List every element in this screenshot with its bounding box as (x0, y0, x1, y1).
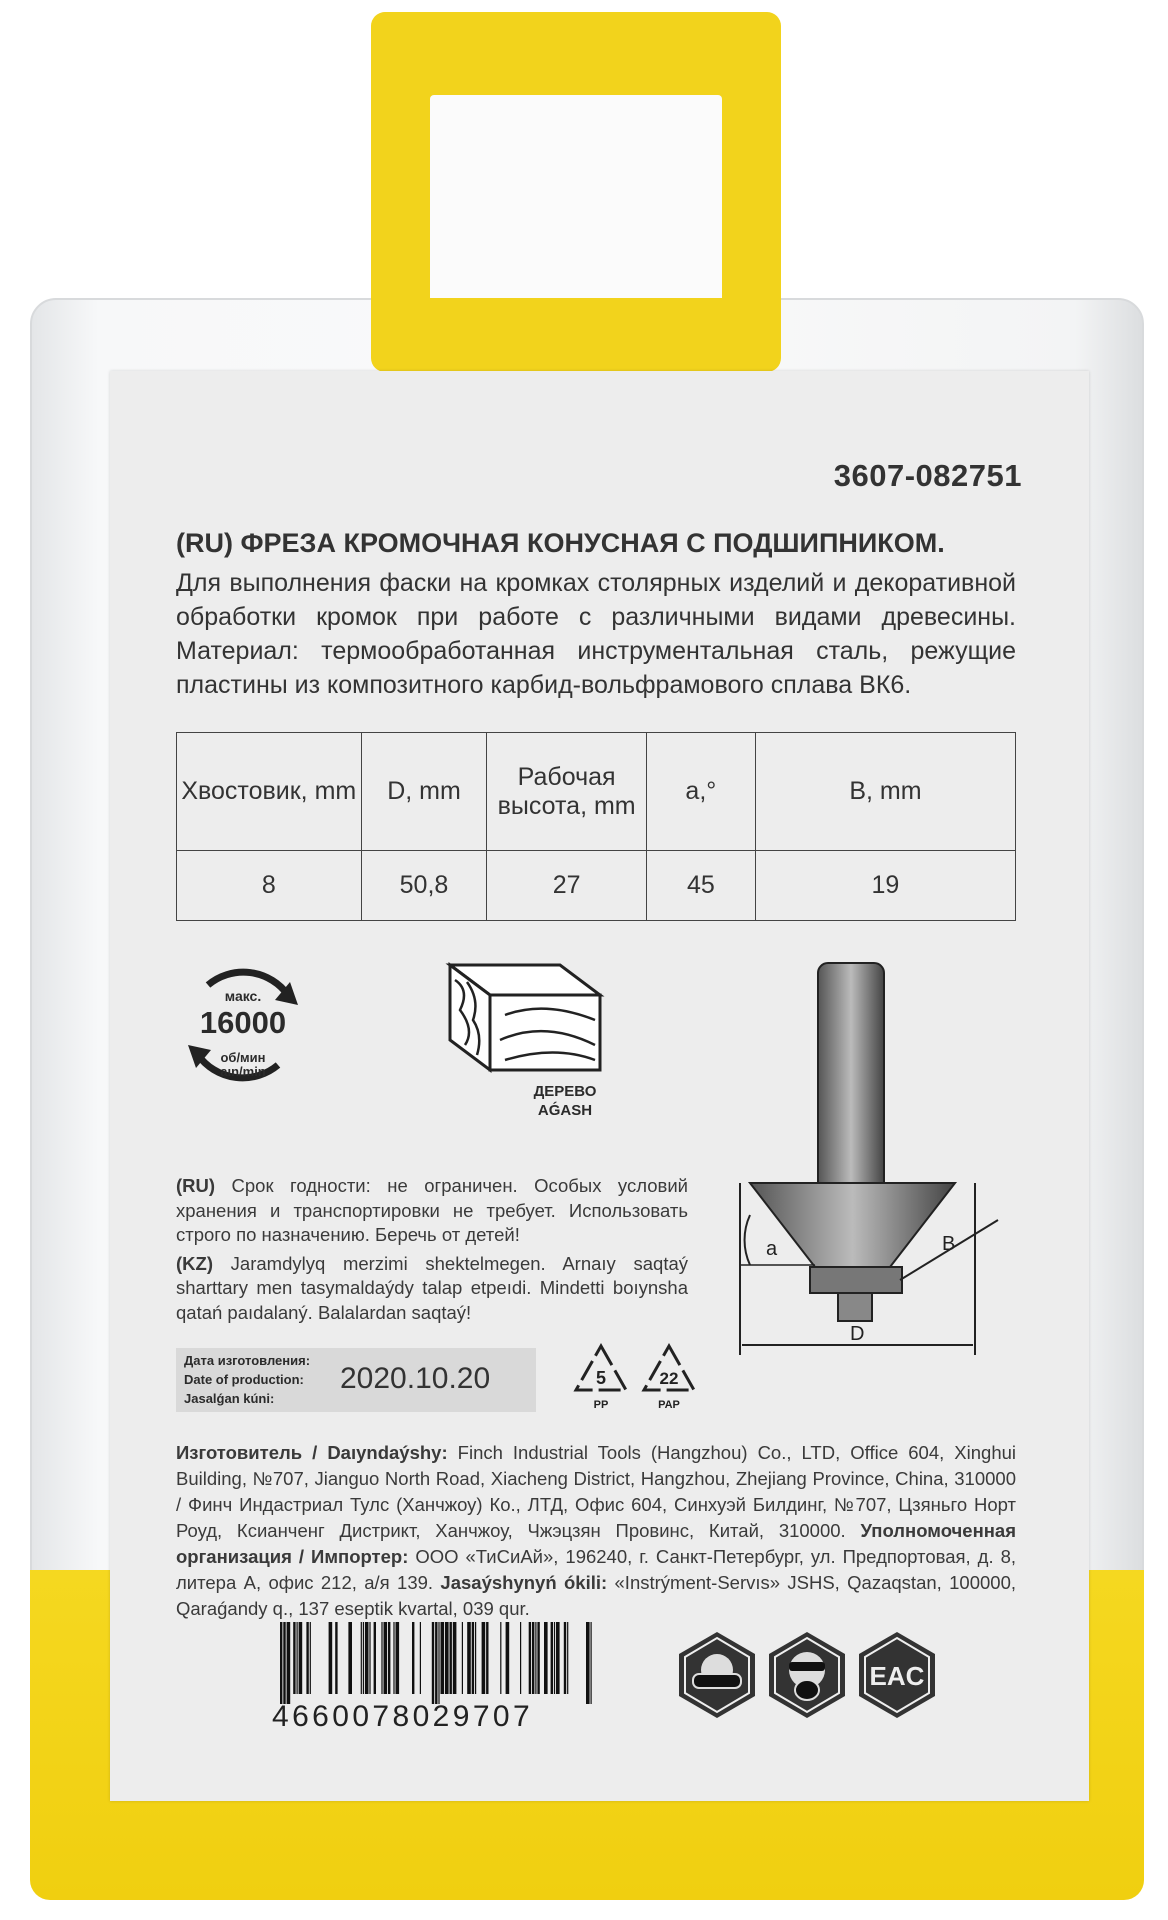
value-shank: 8 (177, 851, 362, 921)
eac-mark-icon (855, 1630, 939, 1720)
recycle-pp-number: 5 (595, 1368, 607, 1388)
barcode-number: 4660078029707 (272, 1700, 534, 1733)
rpm-value: 16000 (199, 1005, 287, 1040)
barcode-bar (287, 1622, 291, 1704)
product-title: (RU) ФРЕЗА КРОМОЧНАЯ КОНУСНАЯ С ПОДШИПНИКОМ. (176, 528, 945, 558)
barcode-bar (529, 1622, 531, 1694)
recycle-pap-number: 22 (659, 1369, 679, 1388)
header-angle: a,° (646, 733, 755, 851)
respirator-icon (765, 1630, 849, 1720)
diagram-a-label: a (766, 1238, 778, 1260)
barcode-bar (567, 1622, 568, 1694)
barcode-bar (537, 1622, 539, 1694)
value-angle: 45 (646, 851, 755, 921)
value-height: 27 (487, 851, 646, 921)
barcode-bar (591, 1622, 592, 1704)
barcode-bar (363, 1622, 364, 1694)
barcode-bar (432, 1622, 434, 1704)
barcode-bar (381, 1622, 382, 1694)
rpm-unit-kz: aın/min (220, 1064, 266, 1079)
barcode-bar (500, 1622, 501, 1694)
barcode-bar (310, 1622, 311, 1694)
barcode-bar (472, 1622, 474, 1694)
barcode-bar (299, 1622, 303, 1694)
barcode-bar (412, 1622, 414, 1694)
barcode-bar (335, 1622, 337, 1694)
barcode-bar (348, 1622, 352, 1694)
barcode-bar (361, 1622, 362, 1694)
date-label-kz: Jasalǵan kúni: (184, 1391, 275, 1406)
barcode-bar (438, 1622, 439, 1704)
date-label-en: Date of production: (184, 1372, 304, 1387)
barcode-bar (535, 1622, 536, 1694)
date-label-ru: Дата изготовления: (184, 1353, 311, 1368)
barcode-bar (297, 1622, 298, 1694)
recycle-pap-icon (640, 1342, 698, 1412)
header-diameter: D, mm (361, 733, 487, 851)
goggles-icon (675, 1630, 759, 1720)
value-diameter: 50,8 (361, 851, 487, 921)
barcode-bar (445, 1622, 449, 1694)
storage-ru (176, 1174, 688, 1248)
barcode-bar (306, 1622, 308, 1694)
barcode-bar (369, 1622, 370, 1694)
barcode-bar (462, 1622, 463, 1694)
barcode-bar (293, 1622, 295, 1694)
barcode-bar (450, 1622, 452, 1694)
barcode-bar (532, 1622, 534, 1694)
kz-rep-label: Jasaýshynyń ókili: (440, 1572, 608, 1593)
production-date: 2020.10.20 (340, 1362, 491, 1395)
value-b: 19 (755, 851, 1015, 921)
router-bit-diagram (730, 955, 1020, 1365)
wood-icon (445, 960, 605, 1080)
header-height: Рабочая высота, mm (487, 733, 646, 851)
barcode-bar (475, 1622, 476, 1694)
barcode-bar (435, 1622, 437, 1704)
barcode-bar (329, 1622, 333, 1694)
manufacturer-info (176, 1440, 1016, 1622)
storage-kz (176, 1252, 688, 1326)
barcode-bar (393, 1622, 394, 1694)
rpm-unit (205, 1051, 281, 1079)
barcode-bar (486, 1622, 488, 1694)
material-label (520, 1082, 610, 1120)
diagram-d-label: D (850, 1323, 865, 1345)
product-description: Для выполнения фаски на кромках столярных изделий и декоративной обработки кромок при работе с различными видами древесины. Материал: термообработанная инструментальная сталь, режущие пластины из композитного карбид-вольфрамового сплава ВК6. (176, 569, 1016, 699)
importer-text: ООО «ТиСиАй», 196240, г. Санкт-Петербург, ул. Предпортовая, д. 8, литера А, офис 212, а/я 139. (176, 1546, 1017, 1593)
rpm-unit-ru: об/мин (220, 1050, 266, 1065)
barcode-bar (551, 1622, 553, 1694)
storage-ru-text: Срок годности: не ограничен. Особых условий хранения и транспортировки не требует. Использовать строго по назначению. Беречь от детей! (176, 1175, 689, 1245)
barcode-bar (374, 1622, 376, 1694)
barcode-bar (556, 1622, 560, 1694)
header-b: B, mm (755, 733, 1015, 851)
header-shank: Хвостовик, mm (177, 733, 362, 851)
material-ru: ДЕРЕВО (533, 1083, 597, 1100)
kz-rep-text: «Instrýment-Servıs» JSHS, Qazaqstan, 100000, Qaraǵandy q., 137 eseptik kvartal, 039 qur. (176, 1572, 1017, 1619)
material-kz: AǴASH (537, 1102, 593, 1119)
storage-kz-text: Jaramdylyq merzimi shektelmegen. Arnaıy saqtaý sharttary men tasymaldaýdy talap etpeıdi. Mindetti boıynsha qatań paıdalaný. Balalardan saqtaý! (176, 1252, 688, 1323)
barcode-bar (544, 1622, 548, 1694)
barcode (276, 1622, 596, 1704)
recycle-pap-code: PAP (658, 1399, 680, 1411)
barcode-bar (467, 1622, 471, 1694)
recycle-pp-icon (572, 1342, 630, 1412)
barcode-bar (384, 1622, 388, 1694)
handle-stem (430, 298, 722, 378)
barcode-bar (283, 1622, 285, 1704)
barcode-bar (586, 1622, 590, 1704)
spec-table (176, 732, 1016, 921)
storage-ru-tag: (RU) (176, 1175, 216, 1196)
article-number: 3607-082751 (833, 458, 1022, 493)
barcode-bar (482, 1622, 486, 1694)
barcode-bar (441, 1622, 445, 1694)
rpm-max-label: макс. (224, 988, 262, 1004)
maker-text: Finch Industrial Tools (Hangzhou) Co., LTD, Office 604, Xinghui Building, №707, Jianguo North Road, Xiacheng District, Hangzhou, Zhejiang Province, China, 310000 / Финч Индастриал Тулс (Ханчжоу) Ко., ЛТД, Офис 604, Синхуэй Билдинг, №707, Цзяньго Норт Роуд, Ксианченг Дистрикт, Ханчжоу, Чжэцзян Провинс, Китай, 310000. (176, 1442, 1017, 1541)
eac-text: EAC (869, 1661, 925, 1691)
barcode-bar (396, 1622, 400, 1694)
barcode-bar (554, 1622, 555, 1694)
barcode-bar (280, 1622, 282, 1704)
barcode-bar (506, 1622, 510, 1694)
importer-label: Уполномоченная организация / Импортер: (176, 1520, 1017, 1567)
maker-label: Изготовитель / Daıyndaýshy: (176, 1442, 448, 1463)
barcode-bar (388, 1622, 390, 1694)
barcode-bar (520, 1622, 521, 1694)
barcode-bar (453, 1622, 457, 1694)
date-labels (184, 1351, 310, 1408)
diagram-b-label: B (942, 1233, 956, 1255)
storage-info (176, 1174, 688, 1329)
barcode-bar (564, 1622, 566, 1694)
storage-kz-tag: (KZ) (176, 1252, 213, 1274)
recycle-pp-code: PP (593, 1399, 609, 1411)
barcode-bar (420, 1622, 421, 1694)
barcode-bar (365, 1622, 369, 1694)
